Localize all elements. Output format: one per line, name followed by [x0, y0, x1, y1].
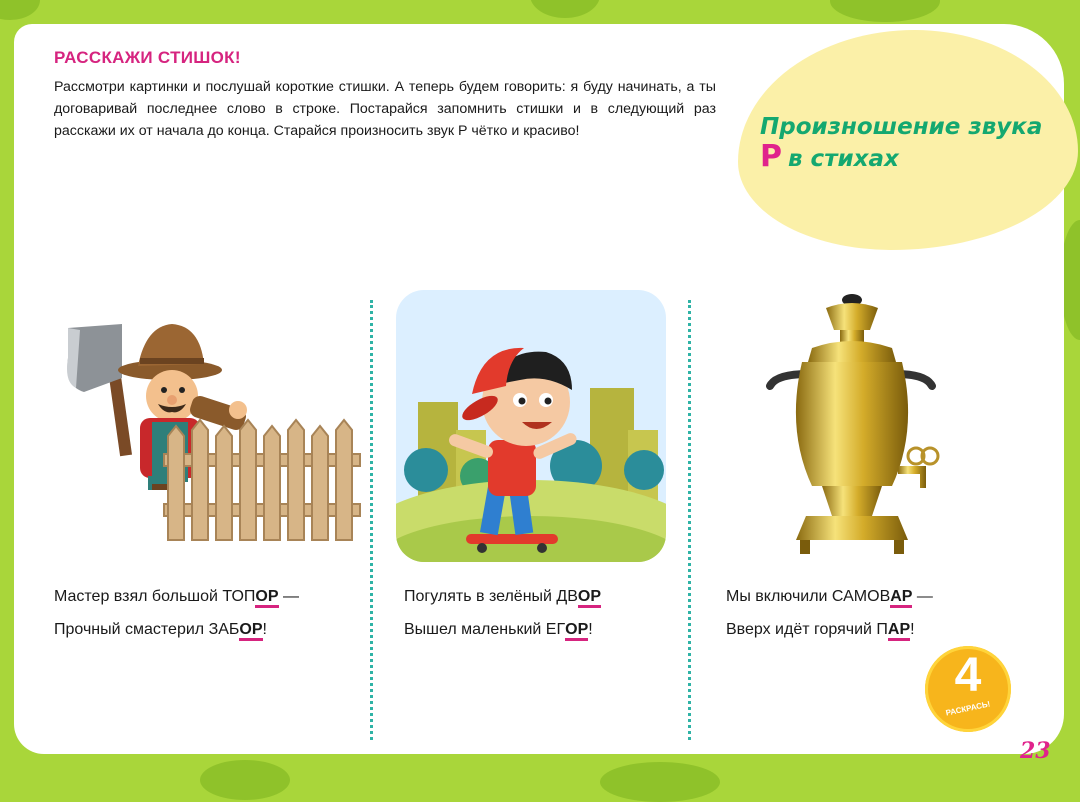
- frame-spot: [0, 0, 40, 20]
- section-title: РАССКАЖИ СТИШОК!: [54, 48, 241, 67]
- badge-label: РАСКРАСЬ!: [944, 699, 992, 718]
- column-divider: [370, 300, 373, 740]
- verse-text: Мастер взял большой ТОП: [54, 588, 256, 605]
- verse-text: !: [910, 621, 915, 638]
- coloring-badge[interactable]: [925, 646, 1011, 732]
- verse-text: Погулять в зелёный ДВ: [404, 588, 578, 605]
- verse-text: Вверх идёт горячий П: [726, 621, 888, 638]
- verse-line: [404, 613, 601, 646]
- verse-text: Прочный смастерил ЗАБ: [54, 621, 240, 638]
- verse-3: [726, 580, 933, 646]
- topic-letter: Р: [760, 139, 782, 174]
- highlighted-sound: АР: [890, 588, 912, 608]
- page-number: 23: [1020, 738, 1051, 764]
- badge-number: 4: [954, 649, 982, 702]
- samovar-icon: [756, 290, 946, 560]
- verse-text: —: [912, 588, 933, 605]
- highlighted-sound: АР: [888, 621, 910, 641]
- frame-spot: [830, 0, 940, 22]
- highlighted-sound: ОР: [565, 621, 588, 641]
- highlighted-sound: ОР: [239, 621, 262, 641]
- intro-text: Рассмотри картинки и послушай короткие стишки. А теперь будем говорить: я буду начинать, а ты договаривай последнее слово в строке. Постарайся запомнить стишки и в следующий раз расскажи их от начала до конца. Старайся произносить звук Р чётко и красиво!: [54, 79, 716, 139]
- verse-line: [54, 613, 299, 646]
- verse-text: !: [588, 621, 593, 638]
- verse-1: [54, 580, 299, 646]
- frame-spot: [600, 762, 720, 802]
- highlighted-sound: ОР: [255, 588, 278, 608]
- verse-text: Вышел маленький ЕГ: [404, 621, 566, 638]
- column-divider: [688, 300, 691, 740]
- frame-spot: [530, 0, 600, 18]
- topic-title: [760, 112, 1060, 174]
- carpenter-with-axe-and-fence-icon: [60, 318, 370, 546]
- verse-line: [54, 580, 299, 613]
- verse-text: !: [262, 621, 267, 638]
- verse-line: [726, 580, 933, 613]
- verse-2: [404, 580, 601, 646]
- verse-line: [726, 613, 933, 646]
- verse-text: —: [278, 588, 299, 605]
- verse-text: Мы включили САМОВ: [726, 588, 891, 605]
- frame-spot: [200, 760, 290, 800]
- topic-line-1: Произношение звука: [760, 114, 1043, 140]
- highlighted-sound: ОР: [578, 588, 601, 608]
- verse-line: [404, 580, 601, 613]
- boy-on-skateboard-icon: [396, 290, 666, 562]
- topic-line-2: в стихах: [788, 146, 899, 172]
